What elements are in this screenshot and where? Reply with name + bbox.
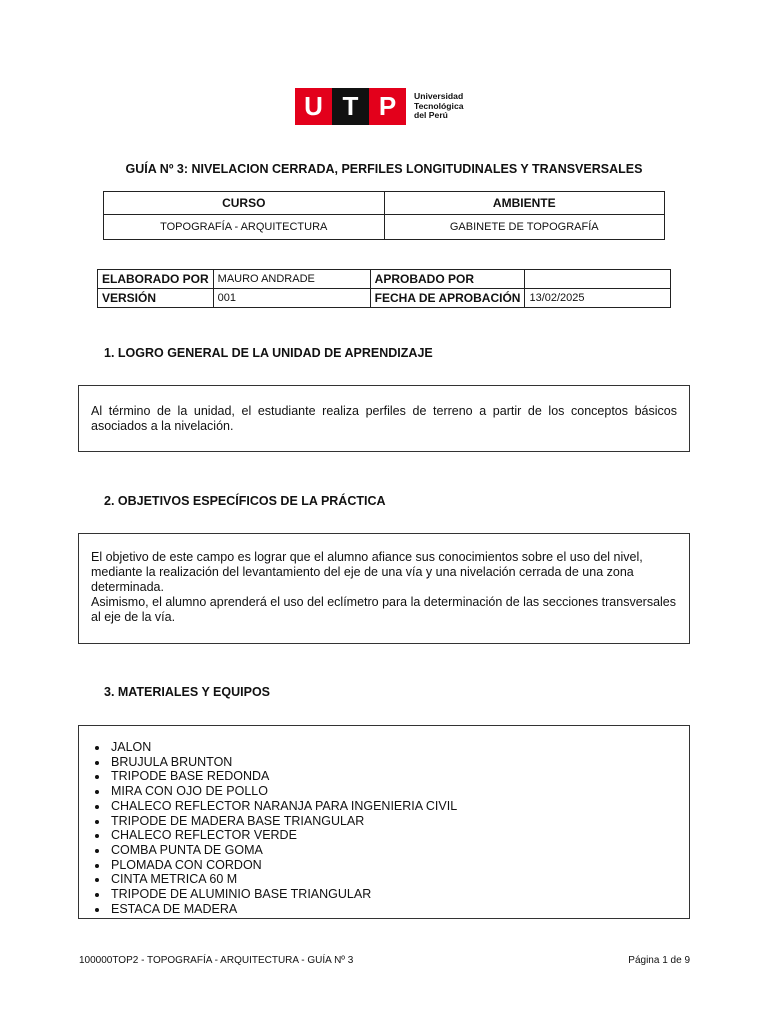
elaborado-label: ELABORADO POR xyxy=(98,270,214,289)
info-row-1 xyxy=(98,270,671,289)
footer-page-number: Página 1 de 9 xyxy=(628,955,690,966)
section-3-heading: 3. MATERIALES Y EQUIPOS xyxy=(104,685,271,699)
course-value: TOPOGRAFÍA - ARQUITECTURA xyxy=(104,215,385,240)
logo-letter-p: P xyxy=(369,88,406,125)
list-item: COMBA PUNTA DE GOMA xyxy=(79,843,689,858)
course-table xyxy=(103,191,665,240)
fecha-value: 13/02/2025 xyxy=(525,289,671,308)
logo-letter-u: U xyxy=(295,88,332,125)
fecha-label: FECHA DE APROBACIÓN xyxy=(370,289,525,308)
utp-logo xyxy=(295,88,464,125)
section-2-box xyxy=(78,533,690,644)
logo-line-2: Tecnológica xyxy=(414,100,464,111)
list-item: ESTACA DE MADERA xyxy=(79,902,689,917)
materials-box xyxy=(78,725,690,919)
course-table-header-row xyxy=(104,192,665,215)
section-1-heading: 1. LOGRO GENERAL DE LA UNIDAD DE APRENDIZAJE xyxy=(104,346,433,360)
list-item: MIRA CON OJO DE POLLO xyxy=(79,784,689,799)
section-2-text-2: Asimismo, el alumno aprenderá el uso del eclímetro para la determinación de las secciones transversales al eje de la vía. xyxy=(91,595,677,624)
section-2-text-1: El objetivo de este campo es lograr que el alumno afiance sus conocimientos sobre el uso del nivel, mediante la realización del levantamiento del eje de una vía y una nivelación cerrada de una zona determinada. xyxy=(91,550,643,594)
logo-line-1: Universidad xyxy=(414,91,464,102)
course-header: CURSO xyxy=(104,192,385,215)
list-item: TRIPODE DE ALUMINIO BASE TRIANGULAR xyxy=(79,887,689,902)
section-1-text: Al término de la unidad, el estudiante realiza perfiles de terreno a partir de los conceptos básicos asociados a la nivelación. xyxy=(91,404,677,433)
list-item: CHALECO REFLECTOR NARANJA PARA INGENIERIA CIVIL xyxy=(79,799,689,814)
ambiente-header: AMBIENTE xyxy=(384,192,665,215)
info-table xyxy=(97,269,671,308)
course-table-value-row xyxy=(104,215,665,240)
logo-letter-t: T xyxy=(332,88,369,125)
list-item: BRUJULA BRUNTON xyxy=(79,755,689,770)
logo-wordmark xyxy=(414,92,464,120)
footer-left: 100000TOP2 - TOPOGRAFÍA - ARQUITECTURA - GUÍA Nº 3 xyxy=(79,955,354,966)
aprobado-value xyxy=(525,270,671,289)
info-row-2 xyxy=(98,289,671,308)
ambiente-value: GABINETE DE TOPOGRAFÍA xyxy=(384,215,665,240)
list-item: TRIPODE BASE REDONDA xyxy=(79,769,689,784)
list-item: PLOMADA CON CORDON xyxy=(79,858,689,873)
materials-list xyxy=(79,726,689,916)
logo-line-3: del Perú xyxy=(414,110,448,121)
list-item: JALON xyxy=(79,740,689,755)
aprobado-label: APROBADO POR xyxy=(370,270,525,289)
elaborado-value: MAURO ANDRADE xyxy=(213,270,370,289)
list-item: TRIPODE DE MADERA BASE TRIANGULAR xyxy=(79,814,689,829)
list-item: CINTA METRICA 60 M xyxy=(79,872,689,887)
document-title: GUÍA Nº 3: NIVELACION CERRADA, PERFILES LONGITUDINALES Y TRANSVERSALES xyxy=(125,162,643,176)
section-1-box xyxy=(78,385,690,452)
version-value: 001 xyxy=(213,289,370,308)
section-2-heading: 2. OBJETIVOS ESPECÍFICOS DE LA PRÁCTICA xyxy=(104,494,386,508)
version-label: VERSIÓN xyxy=(98,289,214,308)
list-item: CHALECO REFLECTOR VERDE xyxy=(79,828,689,843)
